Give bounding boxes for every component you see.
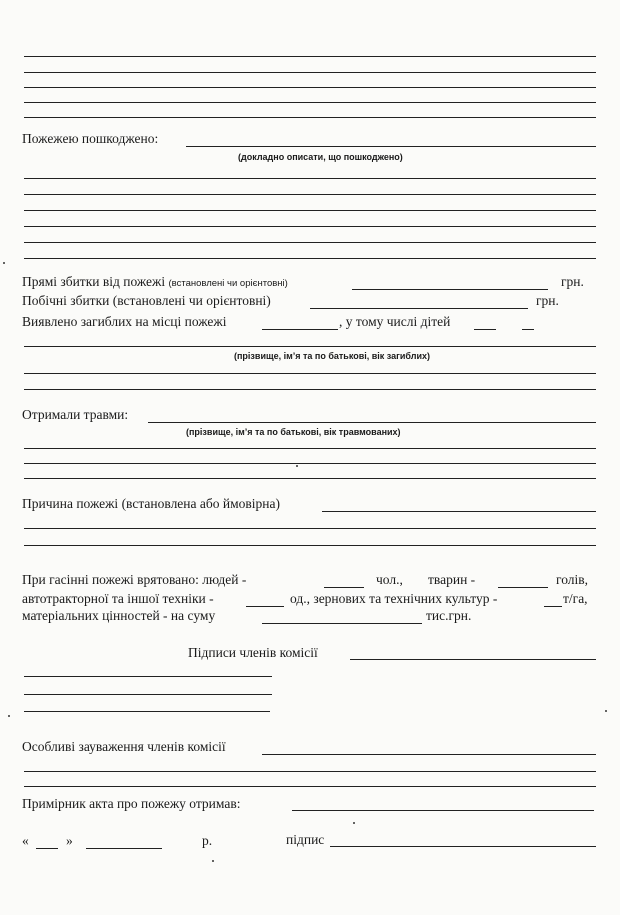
dead-children-label: , у тому числі дітей (339, 314, 451, 329)
blank-line (24, 389, 596, 390)
signature-line (24, 676, 272, 677)
saved-animals-label: тварин - (428, 572, 476, 587)
direct-losses-hint: (встановлені чи орієнтовні) (168, 278, 288, 289)
scan-speck (296, 465, 298, 467)
injured-label: Отримали травми: (22, 407, 129, 422)
blank-line (24, 117, 596, 118)
saved-valuables-label: матеріальних цінностей - на суму (22, 608, 216, 623)
receipt-label: Примірник акта про пожежу отримав: (22, 796, 241, 811)
signature-line (24, 711, 270, 712)
dead-label: Виявлено загиблих на місці пожежі (22, 314, 227, 329)
saved-people-unit: чол., (376, 572, 403, 587)
saved-crops-unit: т/га, (563, 591, 588, 606)
saved-crops-field-line (544, 606, 562, 607)
indirect-losses-field-line (310, 308, 528, 309)
dead-children-field-line-2 (522, 329, 534, 330)
dead-children-field-line (474, 329, 496, 330)
signature-caption: підпис (286, 832, 325, 847)
saved-people-label: При гасінні пожежі врятовано: людей - (22, 572, 247, 587)
saved-animals-field-line (498, 587, 548, 588)
date-year-suffix: р. (202, 833, 213, 848)
direct-losses-unit: грн. (561, 274, 584, 289)
date-quote-close: » (66, 833, 73, 848)
scan-speck (605, 710, 607, 712)
saved-valuables-unit: тис.грн. (426, 608, 472, 623)
dead-names-field-line (24, 346, 596, 347)
blank-line (24, 373, 596, 374)
cause-label: Причина пожежі (встановлена або ймовірна) (22, 496, 280, 511)
damaged-hint: (докладно описати, що пошкоджено) (238, 152, 403, 162)
indirect-losses-unit: грн. (536, 293, 559, 308)
blank-line (24, 786, 596, 787)
injured-field-line (148, 422, 596, 423)
signatures-label: Підписи членів комісії (188, 645, 318, 660)
signature-line (24, 694, 272, 695)
saved-valuables-field-line (262, 623, 422, 624)
saved-vehicles-field-line (246, 606, 284, 607)
blank-line (24, 463, 596, 464)
blank-line (24, 478, 596, 479)
blank-line (24, 56, 596, 57)
blank-line (24, 72, 596, 73)
dead-hint: (прізвище, ім’я та по батькові, вік загиблих) (234, 351, 431, 361)
saved-people-field-line (324, 587, 364, 588)
damaged-field-line (186, 146, 596, 147)
blank-line (24, 242, 596, 243)
injured-hint: (прізвище, ім’я та по батькові, вік травмованих) (186, 427, 401, 437)
scan-speck (212, 860, 214, 862)
saved-vehicles-label: автотракторної та іншої техніки - (22, 591, 214, 606)
blank-line (24, 226, 596, 227)
indirect-losses-label: Побічні збитки (встановлені чи орієнтовні) (22, 293, 271, 308)
receiver-signature-field-line (330, 846, 596, 847)
date-month-field-line (86, 848, 162, 849)
blank-line (24, 210, 596, 211)
signature-field-line (350, 659, 596, 660)
receipt-field-line (292, 810, 594, 811)
scan-speck (3, 262, 5, 264)
scan-speck (353, 822, 355, 824)
saved-crops-label: од., зернових та технічних культур - (290, 591, 498, 606)
date-quote-open: « (22, 833, 29, 848)
blank-line (24, 178, 596, 179)
dead-count-field-line (262, 329, 338, 330)
blank-line (24, 771, 596, 772)
blank-line (24, 194, 596, 195)
cause-field-line (322, 511, 596, 512)
remarks-label: Особливі зауваження членів комісії (22, 739, 226, 754)
blank-line (24, 545, 596, 546)
direct-losses-text: Прямі збитки від пожежі (22, 274, 166, 289)
blank-line (24, 102, 596, 103)
blank-line (24, 258, 596, 259)
blank-line (24, 528, 596, 529)
blank-line (24, 87, 596, 88)
damaged-label: Пожежею пошкоджено: (22, 131, 159, 146)
remarks-field-line (262, 754, 596, 755)
blank-line (24, 448, 596, 449)
direct-losses-label (22, 274, 288, 292)
saved-animals-unit: голів, (556, 572, 589, 587)
date-day-field-line (36, 848, 58, 849)
direct-losses-field-line (352, 289, 548, 290)
scan-speck (8, 715, 10, 717)
